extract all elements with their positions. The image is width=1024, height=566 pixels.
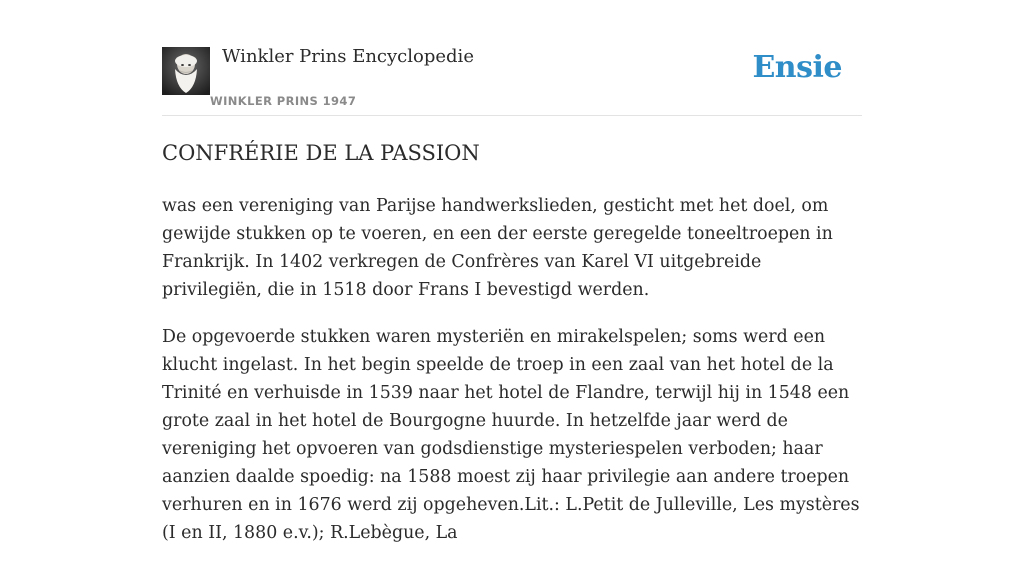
source-title[interactable]: Winkler Prins Encyclopedie [222, 46, 474, 67]
article-paragraph: was een vereniging van Parijse handwerkslieden, gesticht met het doel, om gewijde stukken op te voeren, en een der eerste geregelde toneeltroepen in Frankrijk. In 1402 verkregen de Confrères van Karel VI uitgebreide privilegiën, die in 1518 door Frans I bevestigd werden. [162, 196, 833, 300]
page-title: CONFRÉRIE DE LA PASSION [162, 141, 480, 165]
article-body [162, 192, 862, 566]
brand-logo[interactable]: Ensie [752, 50, 842, 85]
source-header [162, 0, 862, 116]
article-paragraph: De opgevoerde stukken waren mysteriën en mirakelspelen; soms werd een klucht ingelast. In het begin speelde de troep in een zaal van het hotel de la Trinité en verhuisde in 1539 naar het hotel de Flandre, terwijl hij in 1548 een grote zaal in het hotel de Bourgogne huurde. In hetzelfde jaar werd de vereniging het opvoeren van godsdienstige mysteriespelen verboden; haar aanzien daalde spoedig: na 1588 moest zij haar privilegie aan andere troepen verhuren en in 1676 werd zij opgeheven.Lit.: L.Petit de Julleville, Les mystères (I en II, 1880 e.v.); R.Lebègue, La [162, 327, 860, 543]
bearded-man-portrait-icon [162, 47, 210, 95]
article-page [162, 0, 862, 543]
source-avatar[interactable] [162, 47, 210, 95]
source-subtitle: WINKLER PRINS 1947 [210, 94, 357, 108]
